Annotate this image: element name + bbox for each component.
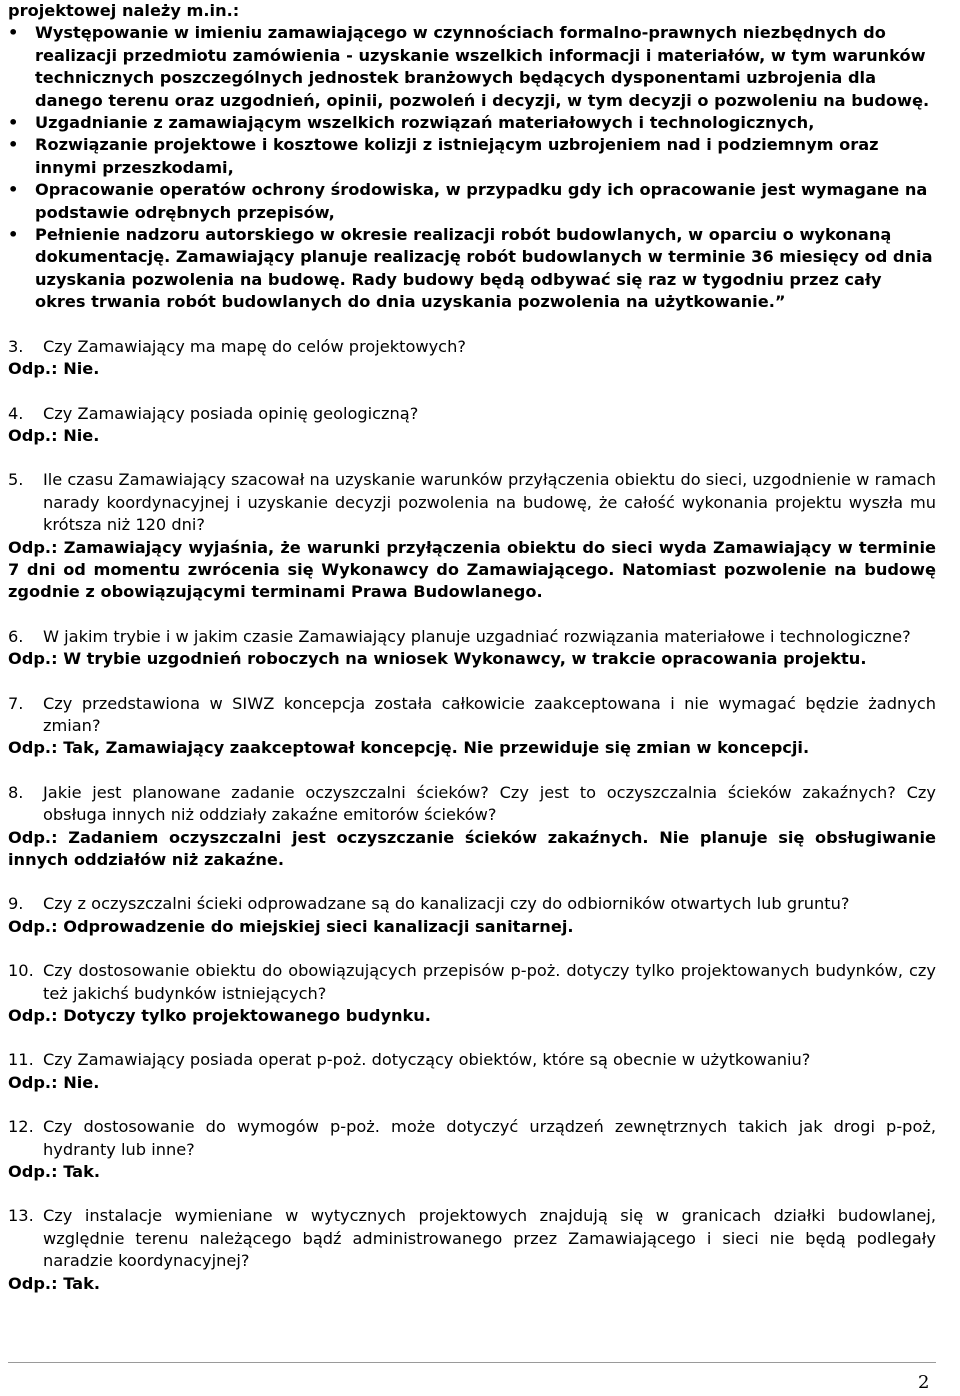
question: 9. Czy z oczyszczalni ścieki odprowadzane są do kanalizacji czy do odbiorników otwartych lub gruntu? — [8, 893, 936, 915]
footer-divider — [8, 1362, 936, 1363]
bullet-icon: • — [8, 180, 19, 200]
question-number: 13. — [8, 1206, 34, 1226]
qa-item-9 — [8, 893, 936, 938]
question-number: 12. — [8, 1117, 34, 1137]
qa-item-4 — [8, 403, 936, 448]
question: 6. W jakim trybie i w jakim czasie Zamawiający planuje uzgadniać rozwiązania materiałowe i technologiczne? — [8, 626, 936, 648]
answer: Odp.: Nie. — [8, 359, 100, 379]
question: 4. Czy Zamawiający posiada opinię geologiczną? — [8, 403, 936, 425]
qa-item-3 — [8, 336, 936, 381]
answer: Odp.: W trybie uzgodnień roboczych na wniosek Wykonawcy, w trakcie opracowania projektu. — [8, 649, 867, 669]
question-number: 9. — [8, 894, 24, 914]
question: 12. Czy dostosowanie do wymogów p-poż. może dotyczyć urządzeń zewnętrznych takich jak drogi p-poż, hydranty lub inne? — [8, 1117, 936, 1159]
question: 10. Czy dostosowanie obiektu do obowiązujących przepisów p-poż. dotyczy tylko projektowanych budynków, czy też jakichś budynków istniejących? — [8, 961, 936, 1003]
question: 5. Ile czasu Zamawiający szacował na uzyskanie warunków przyłączenia obiektu do sieci, uzgodnienie w ramach narady koordynacyjnej i uzyskanie decyzji pozwolenia na budowę, że całość wykonania projektu wyszła mu krótsza niż 120 dni? — [8, 470, 936, 535]
page-number: 2 — [918, 1372, 930, 1393]
list-item: • Uzgadnianie z zamawiającym wszelkich rozwiązań materiałowych i technologicznych, — [8, 112, 936, 134]
bullet-icon: • — [8, 113, 19, 133]
list-item: • Opracowanie operatów ochrony środowiska, w przypadku gdy ich opracowanie jest wymagane na podstawie odrębnych przepisów, — [8, 180, 928, 222]
question-number: 11. — [8, 1050, 34, 1070]
question-number: 3. — [8, 336, 24, 356]
bullet-icon: • — [8, 135, 19, 155]
question: 7. Czy przedstawiona w SIWZ koncepcja została całkowicie zaakceptowana i nie wymagać będzie żadnych zmian? — [8, 693, 936, 735]
qa-item-5 — [8, 469, 936, 603]
document-page — [8, 0, 936, 1295]
question: 8. Jakie jest planowane zadanie oczyszczalni ścieków? Czy jest to oczyszczalnia ścieków zakaźnych? Czy obsługa innych niż oddziały zakaźne emitorów ścieków? — [8, 782, 936, 825]
list-item: • Występowanie w imieniu zamawiającego w czynnościach formalno-prawnych niezbędnych do realizacji przedmiotu zamówienia - uzyskanie wszelkich informacji i materiałów, w tym warunków technicznych poszczególnych jednostek branżowych będących dysponentami uzbrojenia dla danego terenu oraz uzgodnień, opinii, pozwoleń i decyzji, w tym decyzji o pozwoleniu na budowę. — [8, 23, 930, 110]
question-number: 7. — [8, 693, 24, 713]
answer: Odp.: Zadaniem oczyszczalni jest oczyszczanie ścieków zakaźnych. Nie planuje się obsługiwanie innych oddziałów niż zakaźne. — [8, 827, 936, 869]
qa-item-13 — [8, 1205, 936, 1295]
list-item: • Rozwiązanie projektowe i kosztowe kolizji z istniejącym uzbrojeniem nad i podziemnym oraz innymi przeszkodami, — [8, 135, 879, 177]
question-number: 4. — [8, 403, 24, 423]
answer: Odp.: Zamawiający wyjaśnia, że warunki przyłączenia obiektu do sieci wyda Zamawiający w terminie 7 dni od momentu zwrócenia się Wykonawcy do Zamawiającego. Natomiast pozwolenie na budowę zgodnie z obowiązującymi terminami Prawa Budowlanego. — [8, 537, 936, 602]
qa-item-7 — [8, 693, 936, 760]
qa-item-6 — [8, 626, 936, 671]
answer: Odp.: Odprowadzenie do miejskiej sieci kanalizacji sanitarnej. — [8, 916, 574, 936]
question-number: 5. — [8, 470, 24, 490]
answer: Odp.: Nie. — [8, 425, 100, 445]
question: 3. Czy Zamawiający ma mapę do celów projektowych? — [8, 336, 936, 358]
qa-item-10 — [8, 960, 936, 1027]
answer: Odp.: Tak. — [8, 1162, 100, 1182]
question: 11. Czy Zamawiający posiada operat p-poż. dotyczący obiektów, które są obecnie w użytkowaniu? — [8, 1049, 936, 1071]
intro-line: projektowej należy m.in.: — [8, 1, 240, 20]
question-number: 6. — [8, 626, 24, 646]
answer: Odp.: Dotyczy tylko projektowanego budynku. — [8, 1006, 431, 1026]
question: 13. Czy instalacje wymieniane w wytycznych projektowych znajdują się w granicach działki budowlanej, względnie terenu należącego bądź administrowanego przez Zamawiającego i sieci nie będą podlegały naradzie koordynacyjnej? — [8, 1206, 936, 1271]
bullet-icon: • — [8, 23, 19, 43]
list-item: • Pełnienie nadzoru autorskiego w okresie realizacji robót budowlanych, w oparciu o wykonaną dokumentację. Zamawiający planuje realizację robót budowlanych w terminie 36 miesięcy od dnia uzyskania pozwolenia na budowę. Rady budowy będą odbywać się raz w tygodniu przez cały okres trwania robót budowlanych do dnia uzyskania pozwolenia na użytkowanie.” — [8, 225, 933, 312]
requirements-list — [8, 22, 936, 313]
qa-item-8 — [8, 782, 936, 872]
qa-item-11 — [8, 1049, 936, 1094]
answer: Odp.: Nie. — [8, 1072, 100, 1092]
question-number: 10. — [8, 961, 34, 981]
bullet-icon: • — [8, 225, 19, 245]
qa-item-12 — [8, 1116, 936, 1183]
answer: Odp.: Tak, Zamawiający zaakceptował koncepcję. Nie przewiduje się zmian w koncepcji. — [8, 738, 810, 758]
question-number: 8. — [8, 782, 24, 802]
answer: Odp.: Tak. — [8, 1273, 100, 1293]
